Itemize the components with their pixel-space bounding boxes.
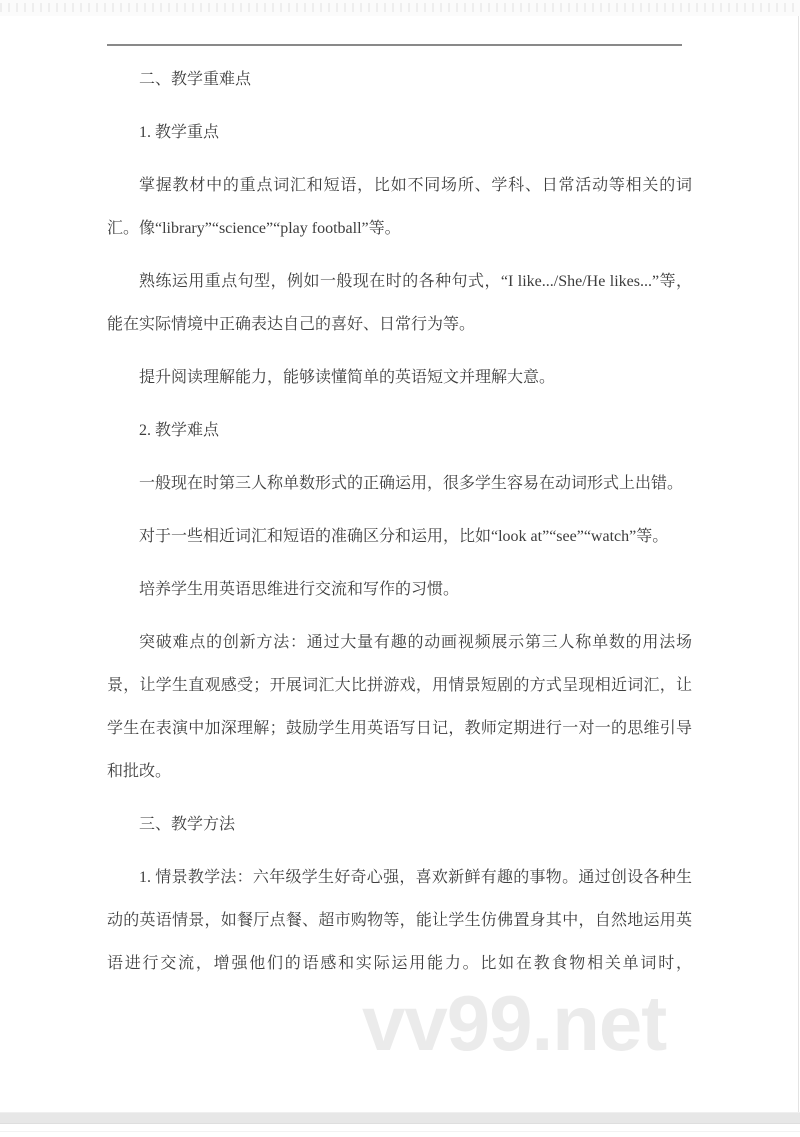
paragraph-innovative-methods: 突破难点的创新方法：通过大量有趣的动画视频展示第三人称单数的用法场景，让学生直观感受；开展词汇大比拼游戏，用情景短剧的方式呈现相近词汇，让学生在表演中加深理解；鼓励学生用英语写日记，教师定期进行一对一的思维引导和批改。: [107, 634, 692, 780]
next-page-top-edge: [0, 1131, 800, 1132]
document-body: [107, 58, 692, 995]
paragraph-english-thinking: 培养学生用英语思维进行交流和写作的习惯。: [139, 581, 460, 598]
watermark: vv99.net: [362, 979, 667, 1067]
paragraph-vocabulary: 掌握教材中的重点词汇和短语，比如不同场所、学科、日常活动等相关的词汇。像“library”“science”“play football”等。: [107, 177, 692, 237]
section-heading-teaching-methods: 三、教学方法: [139, 816, 236, 833]
page-right-edge: [798, 16, 799, 1113]
page-break-band: [0, 1112, 800, 1124]
paragraph-third-person: 一般现在时第三人称单数形式的正确运用，很多学生容易在动词形式上出错。: [139, 475, 684, 492]
paragraph-similar-words: 对于一些相近词汇和短语的准确区分和运用，比如“look at”“see”“watch”等。: [139, 528, 669, 545]
page-top-edge: [0, 0, 800, 16]
paragraph-situational-teaching: 1. 情景教学法：六年级学生好奇心强，喜欢新鲜有趣的事物。通过创设各种生动的英语情景，如餐厅点餐、超市购物等，能让学生仿佛置身其中，自然地运用英语进行交流，增强他们的语感和实际运用能力。比如在教食物相关单词时，: [107, 869, 692, 972]
page-top-edge-pattern: [0, 3, 800, 12]
subheading-teaching-difficulties: 2. 教学难点: [139, 422, 220, 439]
section-heading-key-points: 二、教学重难点: [139, 71, 252, 88]
header-rule: [107, 44, 682, 46]
subheading-teaching-focus: 1. 教学重点: [139, 124, 220, 141]
paragraph-sentence-patterns: 熟练运用重点句型，例如一般现在时的各种句式，“I like.../She/He likes...”等，能在实际情境中正确表达自己的喜好、日常行为等。: [107, 273, 692, 333]
paragraph-reading: 提升阅读理解能力，能够读懂简单的英语短文并理解大意。: [139, 369, 556, 386]
